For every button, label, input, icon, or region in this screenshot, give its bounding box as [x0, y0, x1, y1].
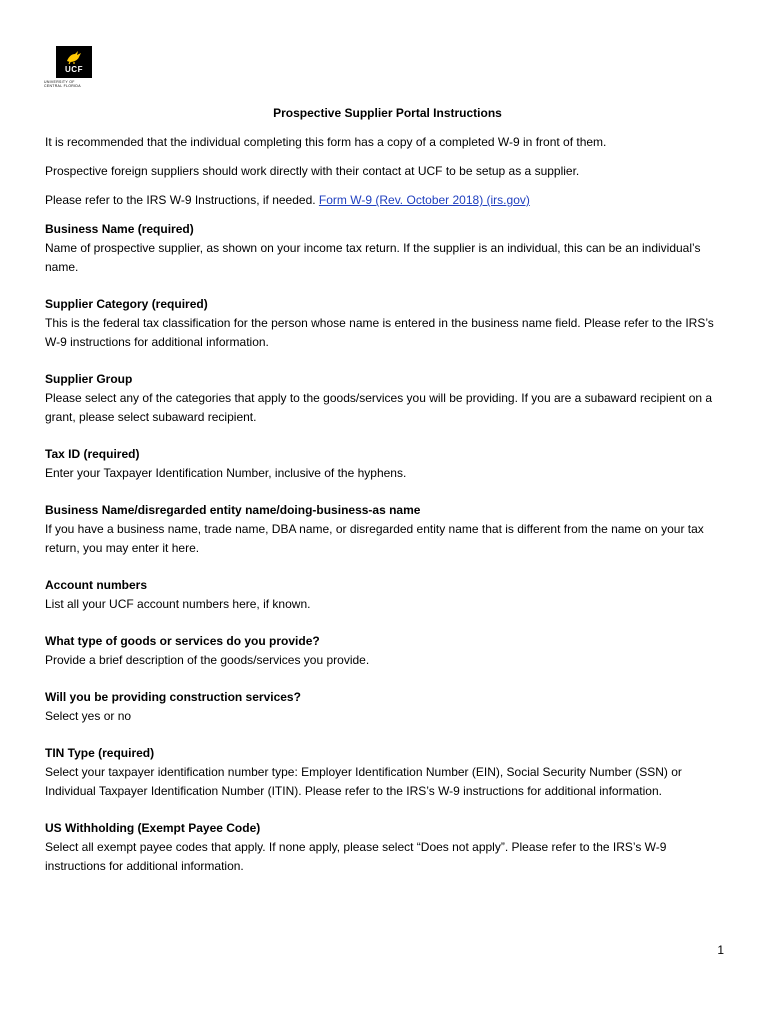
- intro-paragraph-1: It is recommended that the individual completing this form has a copy of a completed W-9 in front of them.: [45, 135, 607, 149]
- section-description: Name of prospective supplier, as shown on your income tax return. If the supplier is an individual, this can be an individual’s name.: [45, 241, 701, 274]
- ucf-logo: [44, 46, 96, 94]
- section-heading: TIN Type (required): [45, 746, 155, 760]
- logo-subtext-line1: UNIVERSITY OF: [44, 80, 75, 84]
- pegasus-icon: [65, 49, 83, 65]
- instruction-sections: [45, 220, 730, 876]
- section-description: This is the federal tax classification for the person whose name is entered in the business name field. Please refer to the IRS’s W-9 instructions for additional information.: [45, 316, 714, 349]
- section-tax-id: [45, 445, 730, 483]
- section-heading: Will you be providing construction services?: [45, 690, 301, 704]
- section-description: Select your taxpayer identification number type: Employer Identification Number (EIN), Social Security Number (SSN) or Individual Taxpayer Identification Number (ITIN). Please refer to the IRS’s W-9 instructions for additional information.: [45, 765, 682, 798]
- document-body: [45, 104, 730, 894]
- logo-text: UCF: [65, 65, 83, 74]
- irs-reference-paragraph: [45, 191, 730, 210]
- section-description: Select yes or no: [45, 709, 132, 723]
- section-heading: Tax ID (required): [45, 447, 140, 461]
- section-construction: [45, 688, 730, 726]
- section-account-numbers: [45, 576, 730, 614]
- section-description: Select all exempt payee codes that apply. If none apply, please select “Does not apply”. Please refer to the IRS’s W-9 instructions for additional information.: [45, 840, 667, 873]
- section-heading: Business Name/disregarded entity name/doing-business-as name: [45, 503, 421, 517]
- logo-mark: [56, 46, 92, 78]
- page-title: Prospective Supplier Portal Instructions: [273, 106, 502, 120]
- section-heading: Account numbers: [45, 578, 148, 592]
- irs-reference-text: Please refer to the IRS W-9 Instructions, if needed.: [45, 193, 319, 207]
- section-us-withholding: [45, 819, 730, 876]
- section-description: Provide a brief description of the goods/services you provide.: [45, 653, 370, 667]
- section-heading: Supplier Group: [45, 372, 133, 386]
- section-heading: Supplier Category (required): [45, 297, 208, 311]
- section-goods-services: [45, 632, 730, 670]
- section-description: If you have a business name, trade name, DBA name, or disregarded entity name that is different from the name on your tax return, you may enter it here.: [45, 522, 704, 555]
- page-number: 1: [717, 943, 724, 957]
- section-description: Enter your Taxpayer Identification Number, inclusive of the hyphens.: [45, 466, 407, 480]
- section-dba-name: [45, 501, 730, 558]
- section-heading: US Withholding (Exempt Payee Code): [45, 821, 261, 835]
- section-supplier-category: [45, 295, 730, 352]
- intro-paragraph-2: Prospective foreign suppliers should work directly with their contact at UCF to be setup as a supplier.: [45, 164, 580, 178]
- section-heading: Business Name (required): [45, 222, 194, 236]
- section-description: List all your UCF account numbers here, if known.: [45, 597, 311, 611]
- irs-form-w9-link[interactable]: Form W-9 (Rev. October 2018) (irs.gov): [318, 193, 530, 207]
- section-business-name: [45, 220, 730, 277]
- section-tin-type: [45, 744, 730, 801]
- section-heading: What type of goods or services do you provide?: [45, 634, 320, 648]
- logo-subtext-line2: CENTRAL FLORIDA: [44, 84, 81, 88]
- logo-subtext: [44, 80, 96, 88]
- section-description: Please select any of the categories that apply to the goods/services you will be providing. If you are a subaward recipient on a grant, please select subaward recipient.: [45, 391, 713, 424]
- section-supplier-group: [45, 370, 730, 427]
